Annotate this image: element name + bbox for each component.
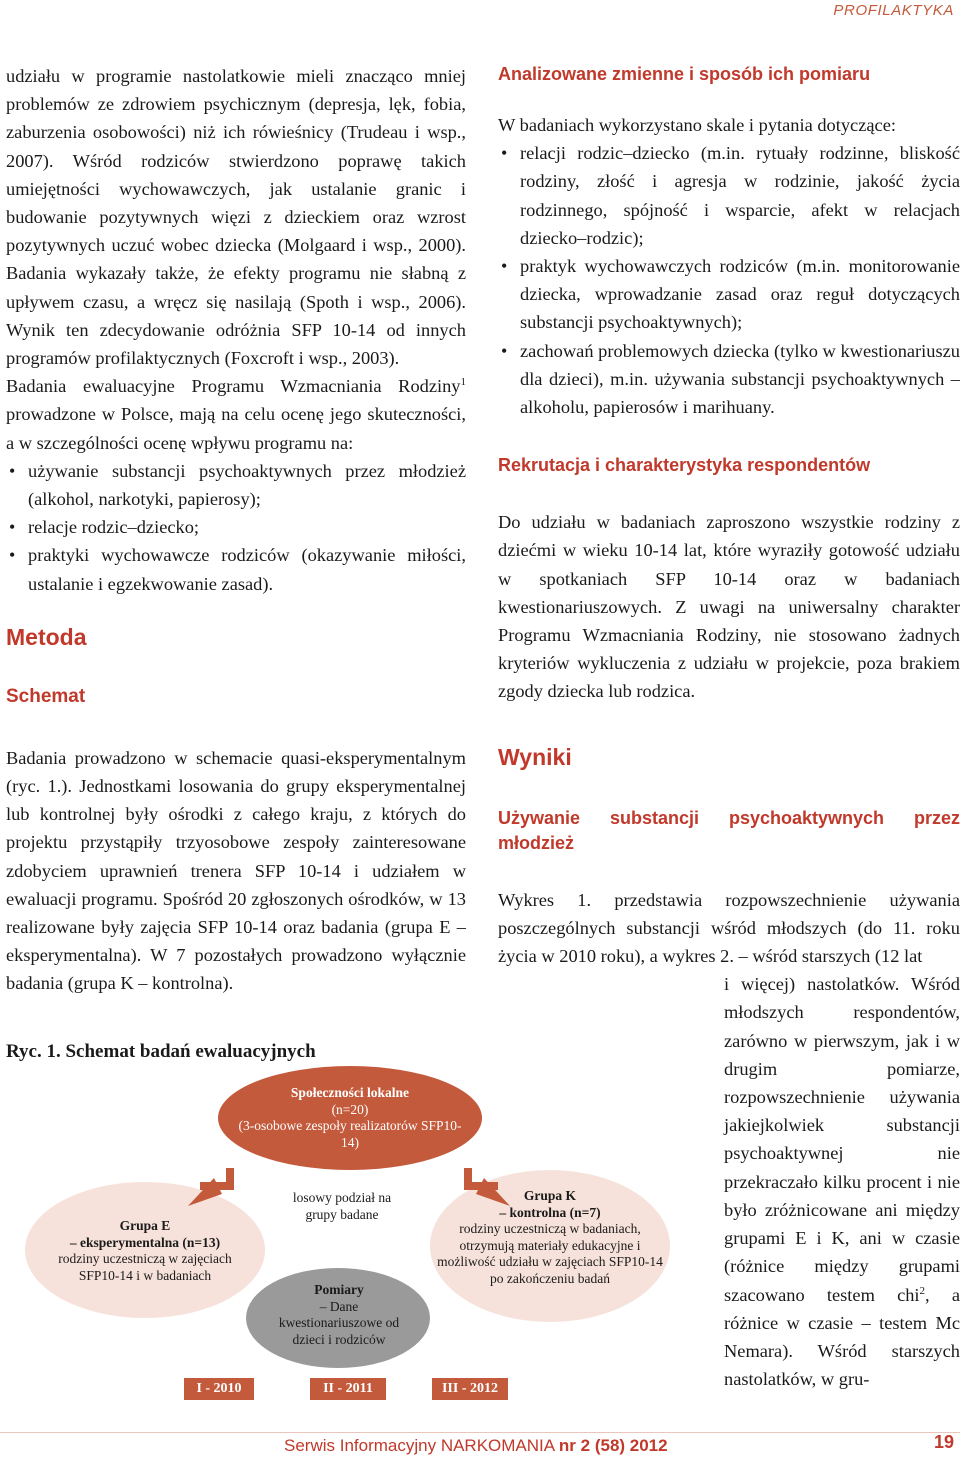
paragraph-wykres-continued: i więcej) nastolatków. Wśród młodszych respondentów, zarówno w pierwszym, jak i w drugim pomiarze, rozpowszechnienie używania jakiejkolwiek substancji psychoaktywnej nie przekraczało kilku procent i nie było zróżnicowane ani między grupami E i K, ani w czasie (różnice między grupami szacowano testem chi$^2$, a różnice w czasie – testem Mc Nemara). Wśród starszych nastolatków, w gru- [724,974,960,1390]
group-k-text: Grupa K – kontrolna (n=7) rodziny uczestniczą w badaniach, otrzymują materiały edukacyjne i możliwość udziału w zajęciach SFP10-14 po zakończeniu badań [437,1188,663,1286]
phase-1: I - 2010 [184,1378,254,1400]
page-number: 19 [933,1432,954,1452]
heading-schemat: Schemat [6,685,86,707]
measures-list [498,139,960,421]
footer-journal: Serwis Informacyjny NARKOMANIA nr 2 (58) 2012 [284,1436,668,1455]
measurement-text: Pomiary – Dane kwestionariuszowe od dzieci i rodziców [278,1282,400,1347]
paragraph-measures-intro: W badaniach wykorzystano skale i pytania dotyczące: [498,115,896,135]
paragraph-wykres: Wykres 1. przedstawia rozpowszechnienie używania poszczególnych substancji wśród młodszych (do 11. roku życia w 2010 roku), a wykres 2. – wśród starszych (12 lat [498,889,960,967]
list-item: • relacji rodzic–dziecko (m.in. rytuały rodzinne, bliskość rodziny, złość i agresja w rodzinie, jakość życia rodzinnego, spójność i wsparcie, afekt w relacjach dziecko–rodzic); [498,139,960,252]
heading-uzywanie: Używanie substancji psychoaktywnych przez młodzież [498,807,960,853]
heading-zmienne: Analizowane zmienne i sposób ich pomiaru [498,64,871,84]
phase-2: II - 2011 [310,1378,386,1400]
list-item: • praktyk wychowawczych rodziców (m.in. monitorowanie dziecka, wprowadzanie zasad oraz reguł dotyczących substancji psychoaktywnych); [498,252,960,337]
left-column [6,62,466,1066]
heading-rekrutacja: Rekrutacja i charakterystyka respondentów [498,455,871,476]
group-e-text: Grupa E – eksperymentalna (n=13) rodziny uczestniczą w zajęciach SFP10-14 i w badaniach [58,1218,232,1283]
paragraph-schemat: Badania prowadzono w schemacie quasi-eksperymentalnym (ryc. 1.). Jednostkami losowania do grupy eksperymentalnej lub kontrolnej były ośrodki z całego kraju, z których do projektu przystąpiły trzyosobowe zespoły zainteresowane zdobyciem uprawnień trenera SFP 10-14 i udziałem w ewaluacji programu. Spośród 20 zgłoszonych ośrodków, w 13 realizowane były zajęcia SFP 10-14 oraz badania (grupa E – eksperymentalna). W 7 pozostałych prowadzono wyłącznie badania (grupa K – kontrolna). [6,747,466,994]
list-item: • zachowań problemowych dziecka (tylko w kwestionariuszu dla dzieci), m.in. używania substancji psychoaktywnych – alkoholu, papierosów i marihuany. [498,337,960,422]
phase-3: III - 2012 [432,1378,508,1400]
paragraph-rekrutacja: Do udziału w badaniach zaproszono wszystkie rodziny z dziećmi w wieku 10-14 lat, które wyraziły gotowość udziału w spotkaniach SFP 10-14 oraz w badaniach kwestionariuszowych. Z uwagi na uniwersalny charakter Programu Wzmacniania Rodziny, nie stosowano żadnych kryteriów wykluczenia z udziału w projekcie, poza brakiem zgody dziecka lub rodzica. [498,512,960,702]
top-box-text: Społeczności lokalne (n=20) (3-osobowe zespoły realizatorów SFP10-14) [238,1085,462,1150]
list-item: • relacje rodzic–dziecko; [6,513,466,541]
list-item: • używanie substancji psychoaktywnych przez młodzież (alkohol, narkotyki, papierosy); [6,457,466,513]
paragraph-evaluation: Badania ewaluacyjne Programu Wzmacniania Rodziny$^1$ prowadzone w Polsce, mają na celu ocenę jego skuteczności, a w szczególności ocenę wpływu programu na: [6,376,466,453]
impact-list [6,457,466,598]
evaluation-schema-diagram [0,1060,700,1420]
list-item: • praktyki wychowawcze rodziców (okazywanie miłości, ustalanie i egzekwowanie zasad). [6,541,466,597]
paragraph-intro: udziału w programie nastolatkowie mieli znacząco mniej problemów ze zdrowiem psychicznym (depresja, lęk, fobia, zaburzenia osobowości) niż ich rówieśnicy (Trudeau i wsp., 2007). Wśród rodziców stwierdzono poprawę takich umiejętności wychowawczych, jak ustalanie granic i budowanie pozytywnych więzi z dzieckiem oraz wzrost pozytywnych uczuć wobec dziecka (Molgaard i wsp., 2000). Badania wykazały także, że efekty programu nie słabną z upływem czasu, a wręcz się nasilają (Spoth i wsp., 2006). Wynik ten zdecydowanie odróżnia SFP 10-14 od innych programów profilaktycznych (Foxcroft i wsp., 2003). [6,66,466,369]
section-label: PROFILAKTYKA [833,2,954,19]
heading-wyniki: Wyniki [498,743,572,770]
heading-metoda: Metoda [6,623,87,650]
footer-divider [0,1432,960,1433]
random-assignment-label: losowy podział na grupy badane [292,1190,392,1222]
figure-caption: Ryc. 1. Schemat badań ewaluacyjnych [6,1040,316,1062]
